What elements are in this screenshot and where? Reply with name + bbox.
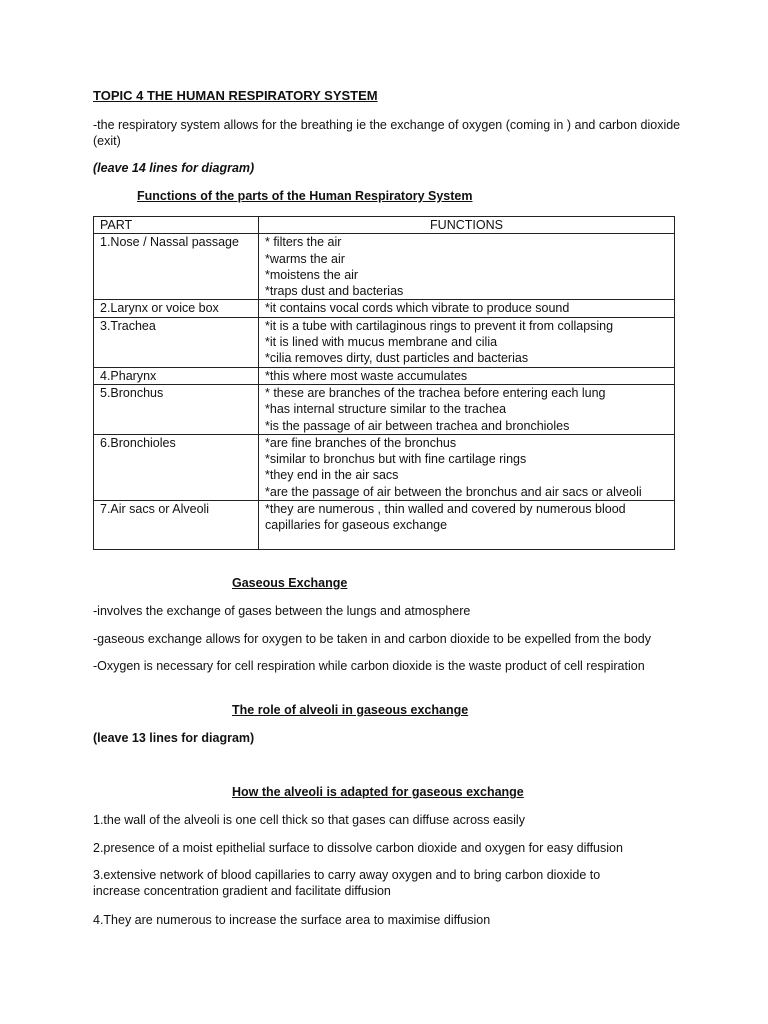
adaptation-point: 1.the wall of the alveoli is one cell thick so that gases can diffuse across easily (93, 813, 525, 827)
table-heading: Functions of the parts of the Human Respiratory System (137, 189, 473, 203)
function-line: *this where most waste accumulates (265, 368, 468, 383)
function-line: * filters the air (265, 235, 342, 250)
adaptation-point: 3.extensive network of blood capillaries to carry away oxygen and to bring carbon dioxide to increase concentration gradient and facilitate diffusion (93, 868, 601, 898)
table-row (94, 317, 675, 367)
intro-paragraph: -the respiratory system allows for the breathing ie the exchange of oxygen (coming in ) and carbon dioxide (exit) (93, 118, 681, 148)
function-line: *they are numerous , thin walled and covered by numerous blood (265, 502, 626, 517)
function-line: *has internal structure similar to the trachea (265, 402, 507, 417)
part-cell: 1.Nose / Nassal passage (94, 234, 259, 300)
function-line: capillaries for gaseous exchange (265, 518, 448, 533)
function-line: *it contains vocal cords which vibrate to produce sound (265, 301, 570, 316)
adaptation-point: 2.presence of a moist epithelial surface to dissolve carbon dioxide and oxygen for easy diffusion (93, 841, 623, 855)
page-title: TOPIC 4 THE HUMAN RESPIRATORY SYSTEM (93, 88, 378, 103)
functions-cell (259, 434, 675, 500)
table-row (94, 234, 675, 300)
adapted-heading: How the alveoli is adapted for gaseous exchange (232, 785, 524, 799)
function-line: *are the passage of air between the bronchus and air sacs or alveoli (265, 484, 642, 499)
table-header-row (94, 217, 675, 234)
table-row (94, 367, 675, 384)
table-row (94, 384, 675, 434)
functions-cell (259, 367, 675, 384)
functions-cell (259, 300, 675, 317)
adaptation-point: 4.They are numerous to increase the surface area to maximise diffusion (93, 913, 491, 927)
column-header-functions: FUNCTIONS (259, 217, 675, 234)
alveoli-role-heading: The role of alveoli in gaseous exchange (232, 703, 469, 717)
gaseous-point: -Oxygen is necessary for cell respiration while carbon dioxide is the waste product of cell respiration (93, 659, 645, 673)
gaseous-point: -involves the exchange of gases between the lungs and atmosphere (93, 604, 471, 618)
functions-cell (259, 234, 675, 300)
functions-cell (259, 317, 675, 367)
functions-cell (259, 384, 675, 434)
table-row (94, 501, 675, 550)
gaseous-point: -gaseous exchange allows for oxygen to be taken in and carbon dioxide to be expelled from the body (93, 632, 652, 646)
function-line: *cilia removes dirty, dust particles and bacterias (265, 351, 529, 366)
column-header-part: PART (94, 217, 259, 234)
function-line: *it is a tube with cartilaginous rings to prevent it from collapsing (265, 318, 614, 333)
function-line: *it is lined with mucus membrane and cilia (265, 335, 498, 350)
function-line: *they end in the air sacs (265, 468, 399, 483)
part-cell: 7.Air sacs or Alveoli (94, 501, 259, 550)
function-line: *similar to bronchus but with fine cartilage rings (265, 452, 527, 467)
part-cell: 3.Trachea (94, 317, 259, 367)
functions-cell (259, 501, 675, 550)
table-row (94, 300, 675, 317)
functions-table (93, 216, 675, 550)
function-line: *is the passage of air between trachea and bronchioles (265, 418, 570, 433)
diagram-note-2: (leave 13 lines for diagram) (93, 731, 255, 745)
function-line: * these are branches of the trachea before entering each lung (265, 385, 606, 400)
part-cell: 6.Bronchioles (94, 434, 259, 500)
gaseous-exchange-heading: Gaseous Exchange (232, 576, 348, 590)
function-line: *moistens the air (265, 267, 359, 282)
function-line: *are fine branches of the bronchus (265, 435, 457, 450)
table-row (94, 434, 675, 500)
function-line: *traps dust and bacterias (265, 284, 404, 299)
diagram-note-1: (leave 14 lines for diagram) (93, 161, 255, 175)
part-cell: 4.Pharynx (94, 367, 259, 384)
function-line: *warms the air (265, 251, 345, 266)
part-cell: 2.Larynx or voice box (94, 300, 259, 317)
part-cell: 5.Bronchus (94, 384, 259, 434)
